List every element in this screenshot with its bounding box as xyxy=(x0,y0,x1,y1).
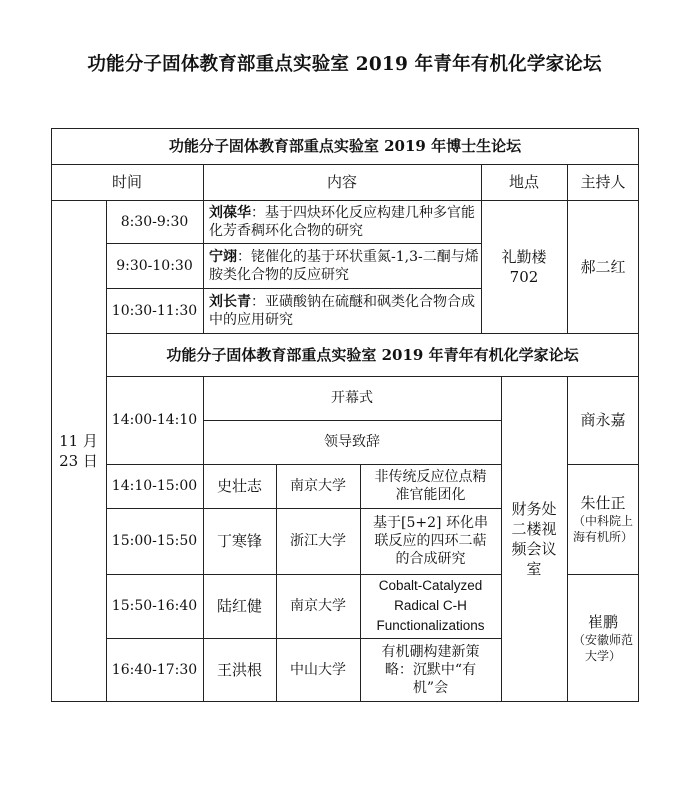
phd-time-2: 9:30-10:30 xyxy=(116,257,193,274)
young-affiliation-3: 南京大学 xyxy=(290,598,346,614)
phd-speaker-2: 宁翊 xyxy=(209,248,237,265)
phd-location: 礼勤楼 702 xyxy=(501,247,547,286)
young-talk-3: Cobalt-Catalyzed Radical C-H Functionalizations xyxy=(376,578,485,633)
young-host-3 xyxy=(567,574,639,702)
young-host-2-name: 朱仕正 xyxy=(580,494,626,512)
young-speaker-3: 陆红健 xyxy=(216,597,262,615)
header-time: 时间 xyxy=(111,173,142,191)
phd-topic-1: 基于四炔环化反应构建几种多官能化芳香稠环化合物的研究 xyxy=(209,204,475,239)
phd-talk-3 xyxy=(203,288,481,333)
header-host: 主持人 xyxy=(580,173,626,191)
young-host-3-name: 崔鹏 xyxy=(587,613,618,631)
phd-talk-2 xyxy=(203,243,481,288)
young-location: 财务处二楼视频会议室 xyxy=(511,500,557,578)
young-host-1: 商永嘉 xyxy=(580,411,626,429)
young-talk-2: 基于[5+2] 环化串联反应的四环二萜的合成研究 xyxy=(373,515,488,567)
phd-speaker-1: 刘葆华 xyxy=(209,204,251,221)
opening-ceremony: 开幕式 xyxy=(331,390,373,406)
young-speaker-1: 史壮志 xyxy=(216,477,262,495)
leader-speech: 领导致辞 xyxy=(324,434,380,450)
young-host-3-org: （安徽师范大学） xyxy=(573,633,634,663)
phd-time-3: 10:30-11:30 xyxy=(111,302,198,319)
young-speaker-4: 王洪根 xyxy=(216,661,262,679)
young-affiliation-1: 南京大学 xyxy=(290,478,346,494)
phd-speaker-3: 刘长青 xyxy=(209,293,251,310)
schedule-table xyxy=(51,128,639,702)
phd-topic-2: 铑催化的基于环状重氮-1,3-二酮与烯胺类化合物的反应研究 xyxy=(209,248,479,283)
phd-forum-title: 功能分子固体教育部重点实验室 2019 年博士生论坛 xyxy=(168,137,522,155)
young-time-3: 15:50-16:40 xyxy=(111,598,198,614)
phd-sep-1: ： xyxy=(251,204,265,221)
young-host-2 xyxy=(567,464,639,574)
phd-topic-3: 亚磺酸钠在硫醚和砜类化合物合成中的应用研究 xyxy=(209,293,475,328)
young-time-2: 15:00-15:50 xyxy=(111,533,198,549)
young-affiliation-2: 浙江大学 xyxy=(290,533,346,549)
young-affiliation-4: 中山大学 xyxy=(290,662,346,678)
young-speaker-2: 丁寒锋 xyxy=(216,532,262,550)
young-forum-title: 功能分子固体教育部重点实验室 2019 年青年有机化学家论坛 xyxy=(166,345,579,364)
young-host-2-org: （中科院上海有机所） xyxy=(573,514,634,544)
young-time-4: 16:40-17:30 xyxy=(111,662,198,678)
phd-talk-1 xyxy=(203,200,481,243)
header-location: 地点 xyxy=(508,173,539,191)
phd-sep-3: ： xyxy=(251,293,265,310)
young-time-1: 14:10-15:00 xyxy=(111,478,198,494)
phd-host: 郝二红 xyxy=(580,257,626,276)
young-talk-1: 非传统反应位点精准官能团化 xyxy=(374,469,487,503)
opening-time: 14:00-14:10 xyxy=(111,412,198,428)
phd-sep-2: ： xyxy=(237,248,251,265)
date-cell: 11 月 23 日 xyxy=(59,432,98,470)
header-content: 内容 xyxy=(326,173,357,191)
young-talk-4: 有机硼构建新策略：沉默中“有机”会 xyxy=(381,644,480,696)
page-title: 功能分子固体教育部重点实验室 2019 年青年有机化学家论坛 xyxy=(87,54,602,75)
phd-time-1: 8:30-9:30 xyxy=(120,213,189,230)
